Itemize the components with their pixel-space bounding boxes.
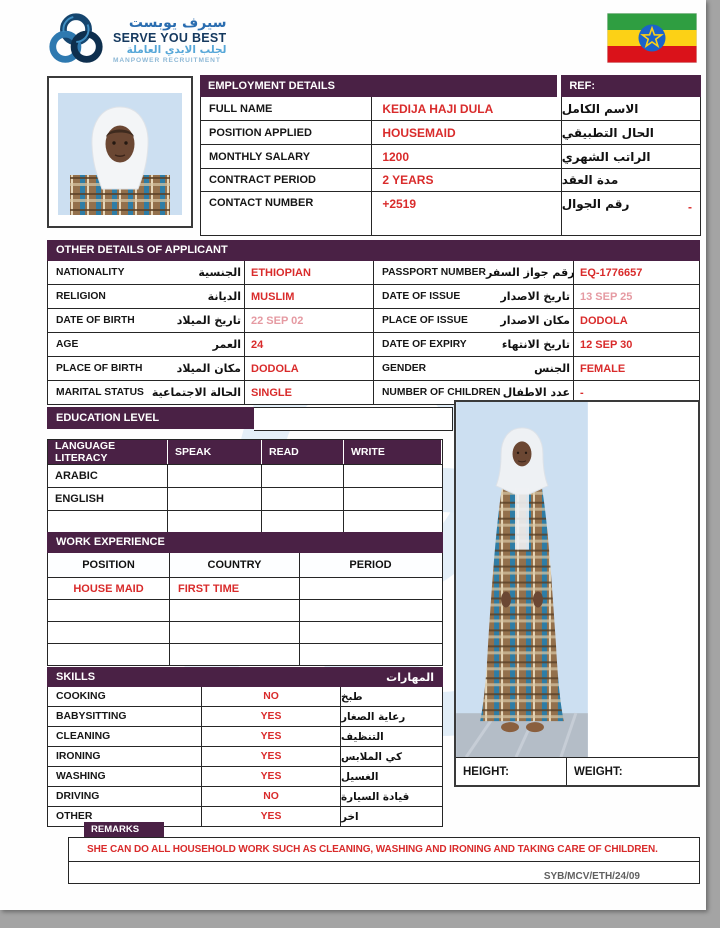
speak-header: SPEAK <box>168 440 262 464</box>
skills-section <box>47 667 443 827</box>
other-skill-label: OTHER <box>48 807 202 826</box>
table-row <box>48 578 442 600</box>
babysitting-label-arabic: رعاية الصغار <box>341 710 406 723</box>
table-row <box>48 488 442 511</box>
full-name-value: KEDIJA HAJI DULA <box>372 97 561 120</box>
number-of-children-value: - <box>580 386 584 399</box>
driving-value: NO <box>202 787 341 806</box>
table-row <box>374 357 699 381</box>
gender-label: GENDER <box>382 363 427 374</box>
table-row <box>48 261 373 285</box>
education-level-section <box>47 407 453 431</box>
agency-name: SERVE YOU BEST <box>113 31 227 46</box>
ironing-label: IRONING <box>48 747 202 766</box>
date-of-issue-label: DATE OF ISSUE <box>382 291 461 302</box>
employment-details-title: EMPLOYMENT DETAILS <box>200 75 557 97</box>
table-row <box>48 747 442 767</box>
nationality-label-arabic: الجنسية <box>198 266 241 279</box>
contact-number-label-arabic: رقم الجوال <box>561 197 630 211</box>
position-value <box>48 644 170 665</box>
cleaning-label-arabic: التنظيف <box>341 730 384 743</box>
table-row <box>201 192 700 235</box>
ironing-label-arabic: كي الملابس <box>341 750 403 763</box>
monthly-salary-label-arabic: الراتب الشهري <box>561 149 651 164</box>
nationality-value: ETHIOPIAN <box>251 266 311 279</box>
position-value <box>48 600 170 621</box>
number-of-children-label: NUMBER OF CHILDREN <box>382 387 501 398</box>
ref-label: REF: <box>561 75 701 97</box>
religion-label: RELIGION <box>56 291 106 302</box>
cooking-label: COOKING <box>48 687 202 706</box>
marital-status-label: MARITAL STATUS <box>56 387 144 398</box>
applicant-fullbody-photo <box>454 400 700 787</box>
applicant-portrait-photo <box>47 76 193 228</box>
cooking-label-arabic: طبخ <box>341 690 363 703</box>
table-row <box>201 145 700 169</box>
table-row <box>48 727 442 747</box>
position-header: POSITION <box>48 553 170 577</box>
place-of-issue-value: DODOLA <box>580 314 628 327</box>
work-experience-section <box>47 532 443 666</box>
table-row <box>48 333 373 357</box>
date-of-birth-value: 22 SEP 02 <box>251 314 304 327</box>
remarks-title: REMARKS <box>84 822 164 837</box>
contract-period-label-arabic: مدة العقد <box>561 173 619 187</box>
position-value <box>48 622 170 643</box>
age-value: 24 <box>251 338 264 351</box>
ref-value: - <box>688 200 692 214</box>
gender-value: FEMALE <box>580 362 626 375</box>
table-row <box>48 309 373 333</box>
contract-period-label: CONTRACT PERIOD <box>201 169 372 191</box>
place-of-birth-value: DODOLA <box>251 362 299 375</box>
write-value <box>344 488 441 510</box>
babysitting-value: YES <box>202 707 341 726</box>
cleaning-value: YES <box>202 727 341 746</box>
language-name: ENGLISH <box>48 488 168 510</box>
language-literacy-table <box>47 439 443 534</box>
weight-label: WEIGHT: <box>574 765 623 778</box>
nationality-label: NATIONALITY <box>56 267 125 278</box>
table-row <box>48 465 442 488</box>
driving-label: DRIVING <box>48 787 202 806</box>
table-row <box>201 121 700 145</box>
babysitting-label: BABYSITTING <box>48 707 202 726</box>
table-row <box>48 687 442 707</box>
agency-name-arabic: سيرف يوبست <box>128 14 227 31</box>
table-row <box>374 261 699 285</box>
religion-label-arabic: الديانة <box>207 290 241 303</box>
place-of-issue-label: PLACE OF ISSUE <box>382 315 468 326</box>
cleaning-label: CLEANING <box>48 727 202 746</box>
other-skill-value: YES <box>202 807 341 826</box>
position-applied-label: POSITION APPLIED <box>201 121 372 144</box>
write-value <box>344 465 441 487</box>
place-of-birth-label-arabic: مكان الميلاد <box>176 362 241 375</box>
cooking-value: NO <box>202 687 341 706</box>
date-of-issue-value: 13 SEP 25 <box>580 290 633 303</box>
table-row <box>48 285 373 309</box>
period-value <box>300 578 441 599</box>
read-value <box>262 511 344 533</box>
speak-value <box>168 488 262 510</box>
language-name: ARABIC <box>48 465 168 487</box>
height-label: HEIGHT: <box>456 758 567 785</box>
passport-number-label: PASSPORT NUMBER <box>382 267 486 278</box>
date-of-issue-label-arabic: تاريخ الاصدار <box>500 290 570 303</box>
other-details-section <box>47 240 700 405</box>
read-value <box>262 465 344 487</box>
table-row <box>48 767 442 787</box>
other-details-title: OTHER DETAILS OF APPLICANT <box>47 240 700 261</box>
position-value: HOUSE MAID <box>48 578 170 599</box>
read-header: READ <box>262 440 344 464</box>
write-header: WRITE <box>344 440 441 464</box>
marital-status-value: SINGLE <box>251 386 292 399</box>
language-name <box>48 511 168 533</box>
table-row <box>48 644 442 665</box>
washing-value: YES <box>202 767 341 786</box>
country-value <box>170 600 300 621</box>
contract-period-value: 2 YEARS <box>372 169 561 191</box>
number-of-children-label-arabic: عدد الاطفال <box>502 386 570 399</box>
read-value <box>262 488 344 510</box>
skills-title-arabic: المهارات <box>386 670 434 684</box>
date-of-expiry-label-arabic: تاريخ الانتهاء <box>501 338 570 351</box>
document-reference-code: SYB/MCV/ETH/24/09 <box>543 871 640 882</box>
place-of-issue-label-arabic: مكان الاصدار <box>500 314 570 327</box>
driving-label-arabic: قيادة السيارة <box>341 790 410 803</box>
agency-tagline: MANPOWER RECRUITMENT <box>113 57 221 65</box>
table-row <box>201 169 700 192</box>
contact-number-label: CONTACT NUMBER <box>201 192 372 235</box>
washing-label-arabic: الغسيل <box>341 770 379 783</box>
table-row <box>48 600 442 622</box>
employment-details-section <box>200 75 701 236</box>
table-row <box>374 285 699 309</box>
country-value: FIRST TIME <box>170 578 300 599</box>
table-row <box>374 309 699 333</box>
period-value <box>300 644 441 665</box>
fullbody-photo-image <box>456 402 588 757</box>
country-value <box>170 622 300 643</box>
age-label-arabic: العمر <box>212 338 241 351</box>
date-of-birth-label: DATE OF BIRTH <box>56 315 135 326</box>
religion-value: MUSLIM <box>251 290 295 303</box>
date-of-birth-label-arabic: تاريخ الميلاد <box>176 314 241 327</box>
gender-label-arabic: الجنس <box>534 362 570 375</box>
write-value <box>344 511 441 533</box>
date-of-expiry-label: DATE OF EXPIRY <box>382 339 467 350</box>
agency-logo-knot-icon <box>46 10 106 70</box>
table-row <box>48 511 442 533</box>
table-row <box>48 357 373 381</box>
speak-value <box>168 465 262 487</box>
remarks-text: SHE CAN DO ALL HOUSEHOLD WORK SUCH AS CLEANING, WASHING AND IRONING AND TAKING CARE OF CHILDREN. <box>69 838 699 862</box>
position-applied-label-arabic: الحال التطبيقي <box>561 125 654 140</box>
age-label: AGE <box>56 339 79 350</box>
monthly-salary-label: MONTHLY SALARY <box>201 145 372 168</box>
other-skill-label-arabic: اخر <box>341 810 359 823</box>
table-row <box>374 333 699 357</box>
passport-number-value: EQ-1776657 <box>580 266 643 279</box>
table-row <box>201 97 700 121</box>
place-of-birth-label: PLACE OF BIRTH <box>56 363 143 374</box>
table-header-row <box>48 553 442 578</box>
date-of-expiry-value: 12 SEP 30 <box>580 338 633 351</box>
washing-label: WASHING <box>48 767 202 786</box>
position-applied-value: HOUSEMAID <box>372 121 561 144</box>
country-value <box>170 644 300 665</box>
table-row <box>48 381 373 404</box>
period-value <box>300 622 441 643</box>
education-level-title: EDUCATION LEVEL <box>47 407 254 429</box>
period-value <box>300 600 441 621</box>
agency-logo <box>46 10 227 70</box>
passport-number-label-arabic: رقم جواز السفر <box>485 266 575 279</box>
ironing-value: YES <box>202 747 341 766</box>
agency-tagline-arabic: لجلب الايدي العاملة <box>126 44 227 57</box>
monthly-salary-value: 1200 <box>372 145 561 168</box>
work-experience-title: WORK EXPERIENCE <box>47 532 443 553</box>
country-header: COUNTRY <box>170 553 300 577</box>
table-row <box>48 787 442 807</box>
full-name-label-arabic: الاسم الكامل <box>561 101 639 116</box>
period-header: PERIOD <box>300 553 441 577</box>
contact-number-value: +2519 <box>372 192 561 235</box>
table-row <box>48 622 442 644</box>
education-level-value <box>254 407 453 431</box>
full-name-label: FULL NAME <box>201 97 372 120</box>
language-literacy-header: LANGUAGE LITERACY <box>48 440 168 464</box>
table-header-row <box>48 440 442 465</box>
speak-value <box>168 511 262 533</box>
ethiopia-flag-icon <box>607 13 697 63</box>
portrait-photo-image <box>58 93 182 215</box>
skills-title: SKILLS <box>56 671 96 683</box>
marital-status-label-arabic: الحالة الاجتماعية <box>151 386 241 399</box>
table-row <box>48 707 442 727</box>
